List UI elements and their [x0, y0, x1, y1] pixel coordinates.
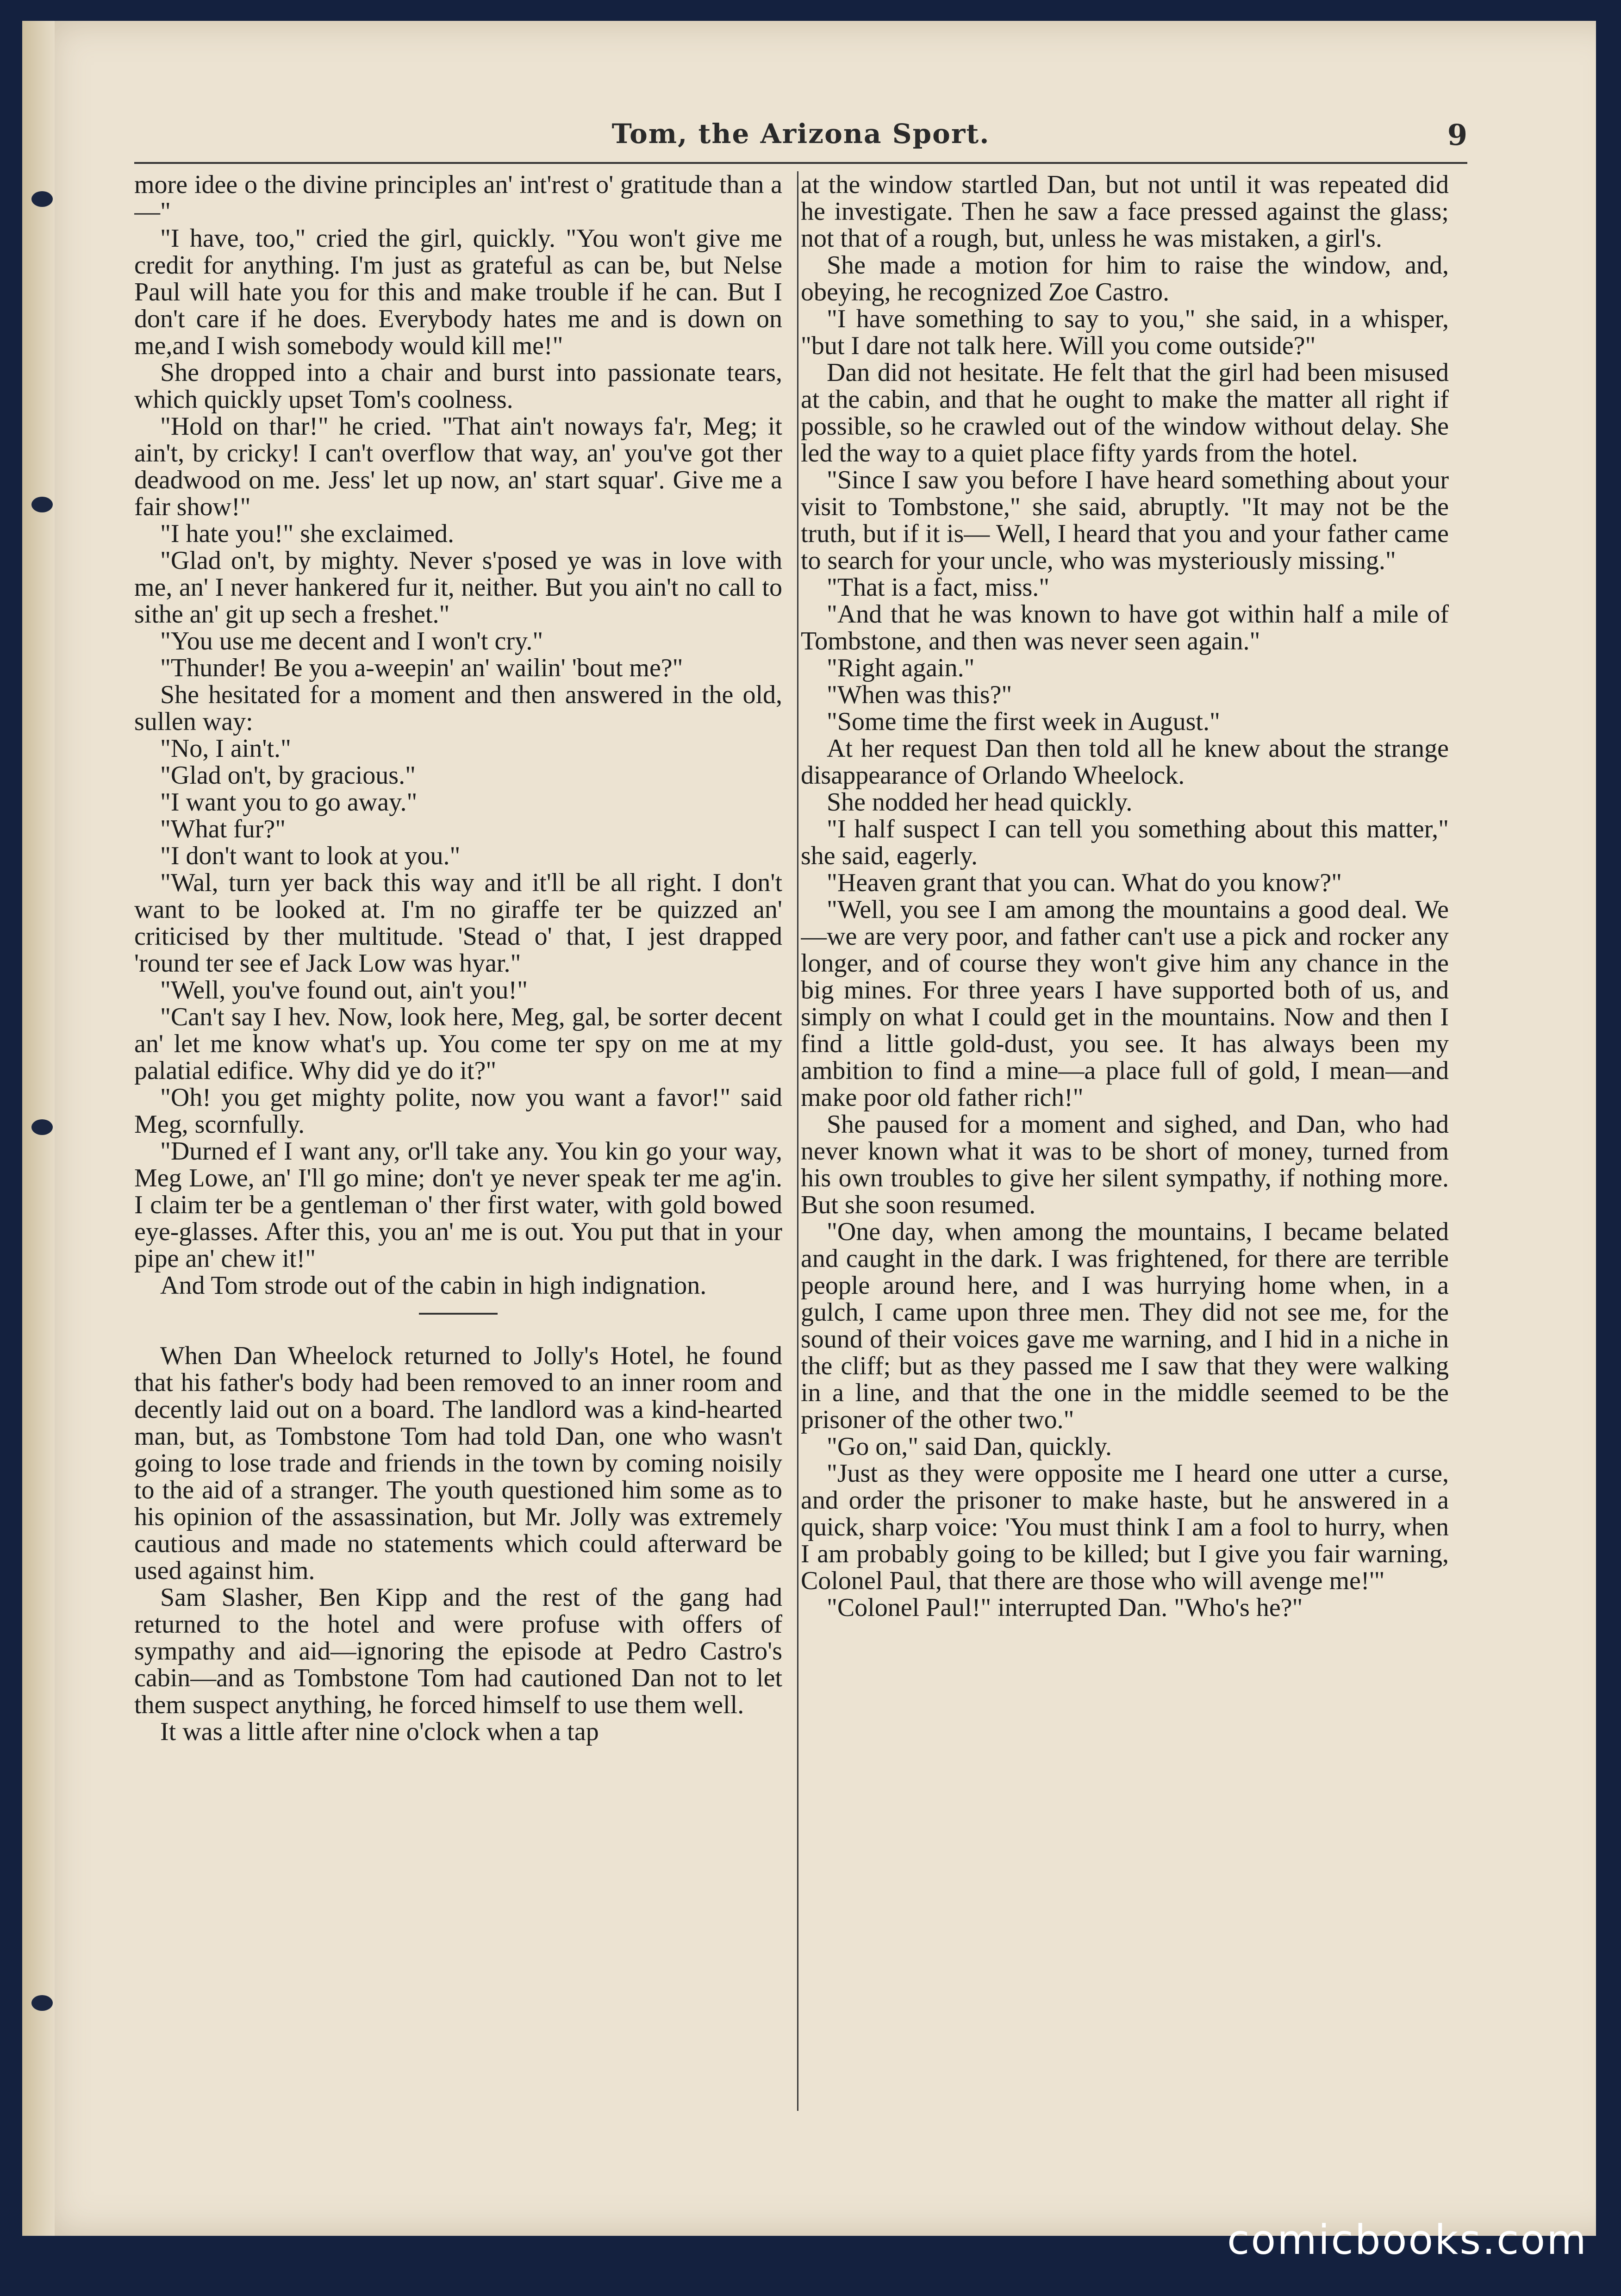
paragraph: more idee o the divine principles an' int'rest o' gratitude than a—": [134, 171, 782, 226]
paragraph: "Since I saw you before I have heard something about your visit to Tombstone," she said, abruptly. "It may not be the truth, but if it is— Well, I heard that you and your father came to search for your uncle, who was mysteriously missing.": [801, 466, 1449, 575]
binding-hole: [31, 497, 53, 512]
running-title: Tom, the Arizona Sport.: [611, 118, 990, 150]
paragraph: It was a little after nine o'clock when a tap: [160, 1717, 599, 1746]
paragraph: "No, I ain't.": [160, 734, 291, 763]
page-number: 9: [1447, 118, 1467, 152]
paragraph: She dropped into a chair and burst into passionate tears, which quickly upset Tom's coolness.: [134, 358, 782, 414]
paragraph: "One day, when among the mountains, I became belated and caught in the dark. I was frightened, for there are terrible people around here, and I was hurrying home when, in a gulch, I came upon three men. They did not see me, for the sound of their voices gave me warning, and I hid in a niche in the cliff; but as they passed me I saw that they were walking in a line, and that the one in the middle seemed to be the prisoner of the other two.": [801, 1217, 1449, 1434]
paragraph: "Wal, turn yer back this way and it'll be all right. I don't want to be looked at. I'm no giraffe ter be quizzed an' criticised by ther multitude. 'Stead o' that, I jest drapped 'round ter see ef Jack Low was hyar.": [134, 868, 782, 978]
running-head: [134, 118, 1467, 155]
binding-hole: [31, 1995, 53, 2011]
paragraph: "Just as they were opposite me I heard one utter a curse, and order the prisoner to make haste, but he answered in a quick, sharp voice: 'You must think I am a fool to hurry, when I am probably going to be killed; but I give you fair warning, Colonel Paul, that there are those who will avenge me!'": [801, 1459, 1449, 1595]
paragraph: "Some time the first week in August.": [827, 707, 1220, 736]
paragraph: Sam Slasher, Ben Kipp and the rest of the gang had returned to the hotel and were profuse with offers of sympathy and aid—ignoring the episode at Pedro Castro's cabin—and as Tombstone Tom had cautioned Dan not to let them suspect anything, he forced himself to use them well.: [134, 1583, 782, 1719]
binding-hole: [31, 1119, 53, 1135]
paragraph: at the window startled Dan, but not until it was repeated did he investigate. Then he saw a face pressed against the glass; not that of a rough, but, unless he was mistaken, a girl's.: [801, 171, 1449, 253]
paragraph: "When was this?": [827, 680, 1012, 709]
paragraph: "I want you to go away.": [160, 788, 418, 817]
paragraph: "You use me decent and I won't cry.": [160, 627, 543, 655]
paragraph: "Go on," said Dan, quickly.: [827, 1432, 1112, 1461]
watermark: comicbooks.com: [1227, 2216, 1588, 2264]
paragraph: She paused for a moment and sighed, and Dan, who had never known what it was to be short of money, turned from his own troubles to give her silent sympathy, if nothing more. But she soon resumed.: [801, 1110, 1449, 1219]
paragraph: "Hold on thar!" he cried. "That ain't noways fa'r, Meg; it ain't, by cricky! I can't overflow that way, an' you've got ther deadwood on me. Jess' let up now, an' start squar'. Give me a fair show!": [134, 412, 782, 521]
paragraph: "Oh! you get mighty polite, now you want a favor!" said Meg, scornfully.: [134, 1083, 782, 1139]
paragraph: At her request Dan then told all he knew about the strange disappearance of Orlando Wheelock.: [801, 734, 1449, 790]
paragraph: "Can't say I hev. Now, look here, Meg, gal, be sorter decent an' let me know what's up. You come ter spy on me at my palatial edifice. Why did ye do it?": [134, 1003, 782, 1085]
paragraph: Dan did not hesitate. He felt that the girl had been misused at the cabin, and that he ought to make the matter all right if possible, so he crawled out of the window without delay. She led the way to a quiet place fifty yards from the hotel.: [801, 358, 1449, 468]
paragraph: "Thunder! Be you a-weepin' an' wailin' 'bout me?": [160, 654, 683, 682]
paragraph: "Durned ef I want any, or'll take any. You kin go your way, Meg Lowe, an' I'll go mine; don't ye never speak ter me ag'in. I claim ter be a gentleman o' ther first water, with gold bowed eye-glasses. After this, you an' me is out. You put that in your pipe an' chew it!": [134, 1137, 782, 1273]
binding-hole: [31, 191, 53, 207]
paragraph: "I hate you!" she exclaimed.: [160, 519, 455, 548]
paragraph: "Glad on't, by mighty. Never s'posed ye was in love with me, an' I never hankered fur it, neither. But you ain't no call to sithe an' git up sech a freshet.": [134, 546, 782, 629]
paragraph: "Glad on't, by gracious.": [160, 761, 416, 790]
header-rule: [134, 162, 1467, 164]
section-break-rule: [419, 1313, 498, 1315]
paragraph: "Right again.": [827, 654, 975, 682]
column-divider: [797, 171, 798, 2111]
paragraph: "Heaven grant that you can. What do you know?": [827, 868, 1342, 897]
paragraph: "I half suspect I can tell you something about this matter," she said, eagerly.: [801, 815, 1449, 870]
paragraph: She nodded her head quickly.: [827, 788, 1133, 817]
paragraph: "Colonel Paul!" interrupted Dan. "Who's he?": [827, 1593, 1303, 1622]
paragraph: "I don't want to look at you.": [160, 842, 461, 870]
paragraph: And Tom strode out of the cabin in high indignation.: [160, 1271, 707, 1300]
right-column: [801, 171, 1449, 2111]
left-column: [134, 171, 782, 2111]
paragraph: When Dan Wheelock returned to Jolly's Hotel, he found that his father's body had been removed to an inner room and decently laid out on a board. The landlord was a kind-hearted man, but, as Tombstone Tom had told Dan, one who wasn't going to lose trade and friends in the town by coming noisily to the aid of a stranger. The youth questioned him some as to his opinion of the assassination, but Mr. Jolly was extremely cautious and made no statements which could afterward be used against him.: [134, 1341, 782, 1585]
paragraph: "Well, you see I am among the mountains a good deal. We—we are very poor, and father can't use a pick and rocker any longer, and of course they won't give him any chance in the big mines. For three years I have supported both of us, and simply on what I could get in the mountains. Now and then I find a little gold-dust, you see. It has always been my ambition to find a mine—a place full of gold, I mean—and make poor old father rich!": [801, 895, 1449, 1112]
paragraph: "Well, you've found out, ain't you!": [160, 976, 528, 1004]
paragraph: She made a motion for him to raise the window, and, obeying, he recognized Zoe Castro.: [801, 251, 1449, 306]
paragraph: "And that he was known to have got within half a mile of Tombstone, and then was never seen again.": [801, 600, 1449, 655]
paragraph: "I have something to say to you," she said, in a whisper, "but I dare not talk here. Will you come outside?": [801, 305, 1449, 360]
paragraph: "That is a fact, miss.": [827, 573, 1050, 602]
paragraph: "I have, too," cried the girl, quickly. "You won't give me credit for anything. I'm just as grateful as can be, but Nelse Paul will hate you for this and make trouble if he can. But I don't care if he does. Everybody hates me and is down on me,and I wish somebody would kill me!": [134, 224, 782, 360]
paragraph: She hesitated for a moment and then answered in the old, sullen way:: [134, 680, 782, 736]
paragraph: "What fur?": [160, 815, 286, 843]
